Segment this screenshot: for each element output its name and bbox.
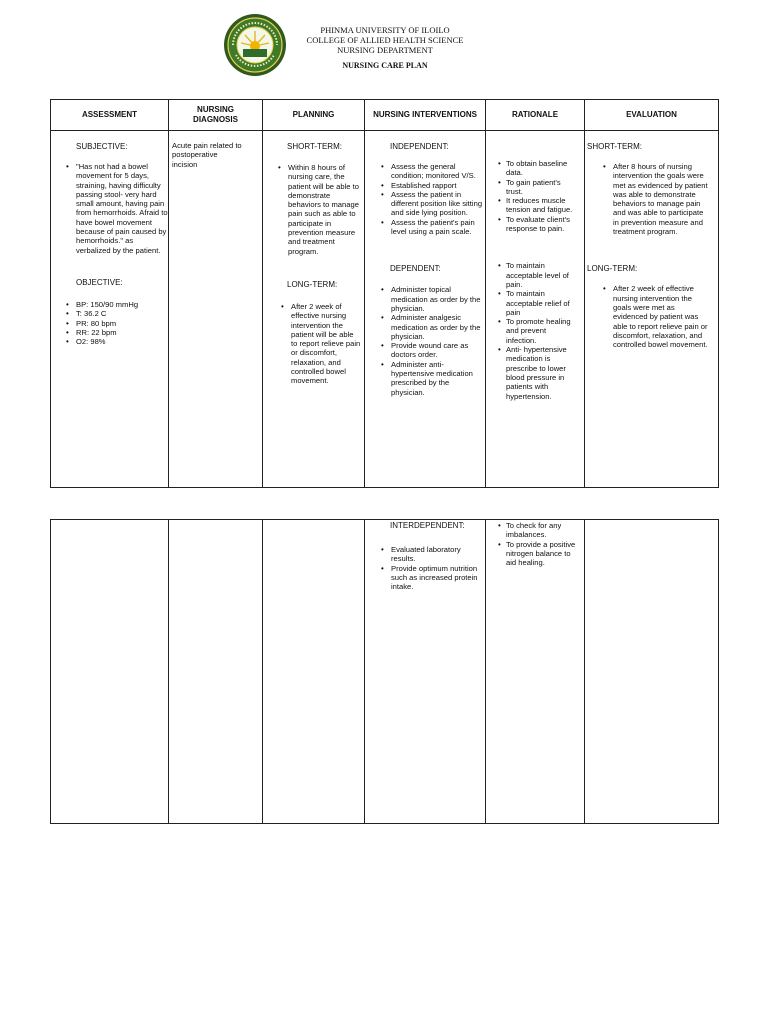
- intervention-item: • Evaluated laboratory results.: [391, 545, 485, 564]
- col-header-diagnosis: NURSING DIAGNOSIS: [169, 100, 263, 131]
- diagnosis-text: Acute pain related to postoperative incision: [172, 141, 242, 169]
- col-header-interventions: NURSING INTERVENTIONS: [365, 100, 486, 131]
- objective-label: OBJECTIVE:: [76, 277, 123, 287]
- intervention-item: • Administer anti-hypertensive medication prescribed by the physician.: [391, 360, 485, 397]
- rationale-item: • To maintain acceptable level of pain.: [506, 261, 576, 289]
- evaluation-short-text: • After 8 hours of nursing intervention the goals were met as evidenced by patient was able to demonstrate behaviors to manage pain and was able to participate in prevention measure and treatment program.: [613, 162, 709, 236]
- col-header-evaluation: EVALUATION: [585, 100, 719, 131]
- col-header-assessment: ASSESSMENT: [51, 100, 169, 131]
- intervention-item: • Provide wound care as doctors order.: [391, 341, 485, 360]
- rationale-item: • To obtain baseline data.: [506, 159, 574, 178]
- subjective-text: • "Has not had a bowel movement for 5 days, straining, having difficulty passing stool- very hard small amount, having pain from hemorrhoids. Afraid to have bowel movement because of pain caused by hemorrhoids." as verbalized by the patient.: [76, 162, 168, 255]
- college-name: COLLEGE OF ALLIED HEALTH SCIENCE: [306, 35, 464, 45]
- intervention-item: • Assess the general condition; monitored V/S.: [391, 162, 485, 181]
- rationale-item: • To gain patient's trust.: [506, 178, 574, 197]
- care-plan-table: [50, 99, 719, 488]
- evaluation-short-label: SHORT-TERM:: [587, 142, 642, 151]
- intervention-item: • Provide optimum nutrition such as increased protein intake.: [391, 564, 485, 592]
- interdependent-rationale-cell: [486, 520, 585, 824]
- intervention-item: • Administer topical medication as order by the physician.: [391, 285, 485, 313]
- vital-o2: • O2: 98%: [76, 337, 168, 346]
- subjective-label: SUBJECTIVE:: [76, 142, 128, 151]
- dependent-label: DEPENDENT:: [390, 264, 441, 274]
- rationale-item: • To evaluate client's response to pain.: [506, 215, 574, 234]
- planning-cell-empty: [263, 520, 365, 824]
- rationale-item: • It reduces muscle tension and fatigue.: [506, 196, 574, 215]
- document-title: NURSING CARE PLAN: [342, 61, 428, 70]
- planning-cell: [263, 131, 365, 488]
- intervention-item: • Established rapport: [391, 181, 485, 190]
- department-name: NURSING DEPARTMENT: [337, 45, 433, 55]
- rationale-item: • To promote healing and prevent infection.: [506, 317, 576, 345]
- care-plan-continuation-table: [50, 519, 719, 824]
- diagnosis-cell-empty: [169, 520, 263, 824]
- planning-long-text: • After 2 week of effective nursing intervention the patient will be able to report relieve pain or discomfort, relaxation, and controlled bowel movement.: [291, 302, 361, 386]
- rationale-item: • To maintain acceptable relief of pain: [506, 289, 576, 317]
- planning-long-label: LONG-TERM:: [287, 279, 338, 289]
- rationale-item: • To provide a positive nitrogen balance to aid healing.: [506, 540, 576, 568]
- header-row: [51, 100, 719, 131]
- evaluation-cell: [585, 131, 719, 488]
- intervention-item: • Assess the patient in different position like sitting and side lying position.: [391, 190, 485, 218]
- evaluation-cell-empty: [585, 520, 719, 824]
- vital-pr: • PR: 80 bpm: [76, 319, 168, 328]
- interdependent-cell: [365, 520, 486, 824]
- planning-short-label: SHORT-TERM:: [287, 142, 342, 151]
- intervention-item: • Administer analgesic medication as order by the physician.: [391, 313, 485, 341]
- university-name: PHINMA UNIVERSITY OF ILOILO: [320, 25, 450, 35]
- col-header-planning: PLANNING: [263, 100, 365, 131]
- rationale-cell: [486, 131, 585, 488]
- col-header-rationale: RATIONALE: [486, 100, 585, 131]
- intervention-item: • Assess the patient's pain level using a pain scale.: [391, 218, 485, 237]
- vital-rr: • RR: 22 bpm: [76, 328, 168, 337]
- evaluation-long-text: • After 2 week of effective nursing intervention the goals were met as evidenced by patient was able to report relieve pain or discomfort, relaxation, and controlled bowel movement.: [613, 284, 709, 349]
- interdependent-label: INTERDEPENDENT:: [390, 521, 465, 530]
- planning-short-text: • Within 8 hours of nursing care, the patient will be able to demonstrate behaviors to manage pain such as able to participate in prevention measure and treatment program.: [288, 163, 364, 256]
- rationale-item: • To check for any imbalances.: [506, 521, 576, 540]
- assessment-cell: [51, 131, 169, 488]
- continuation-row: [51, 520, 719, 824]
- diagnosis-cell: [169, 131, 263, 488]
- rationale-item: • Anti- hypertensive medication is prescribe to lower blood pressure in patients with hypertension.: [506, 345, 576, 401]
- interventions-cell: [365, 131, 486, 488]
- independent-label: INDEPENDENT:: [390, 142, 449, 151]
- evaluation-long-label: LONG-TERM:: [587, 264, 638, 274]
- assessment-cell-empty: [51, 520, 169, 824]
- vital-bp: • BP: 150/90 mmHg: [76, 300, 168, 309]
- content-row: [51, 131, 719, 488]
- vital-temp: • T: 36.2 C: [76, 309, 168, 318]
- university-seal-logo: [223, 13, 287, 77]
